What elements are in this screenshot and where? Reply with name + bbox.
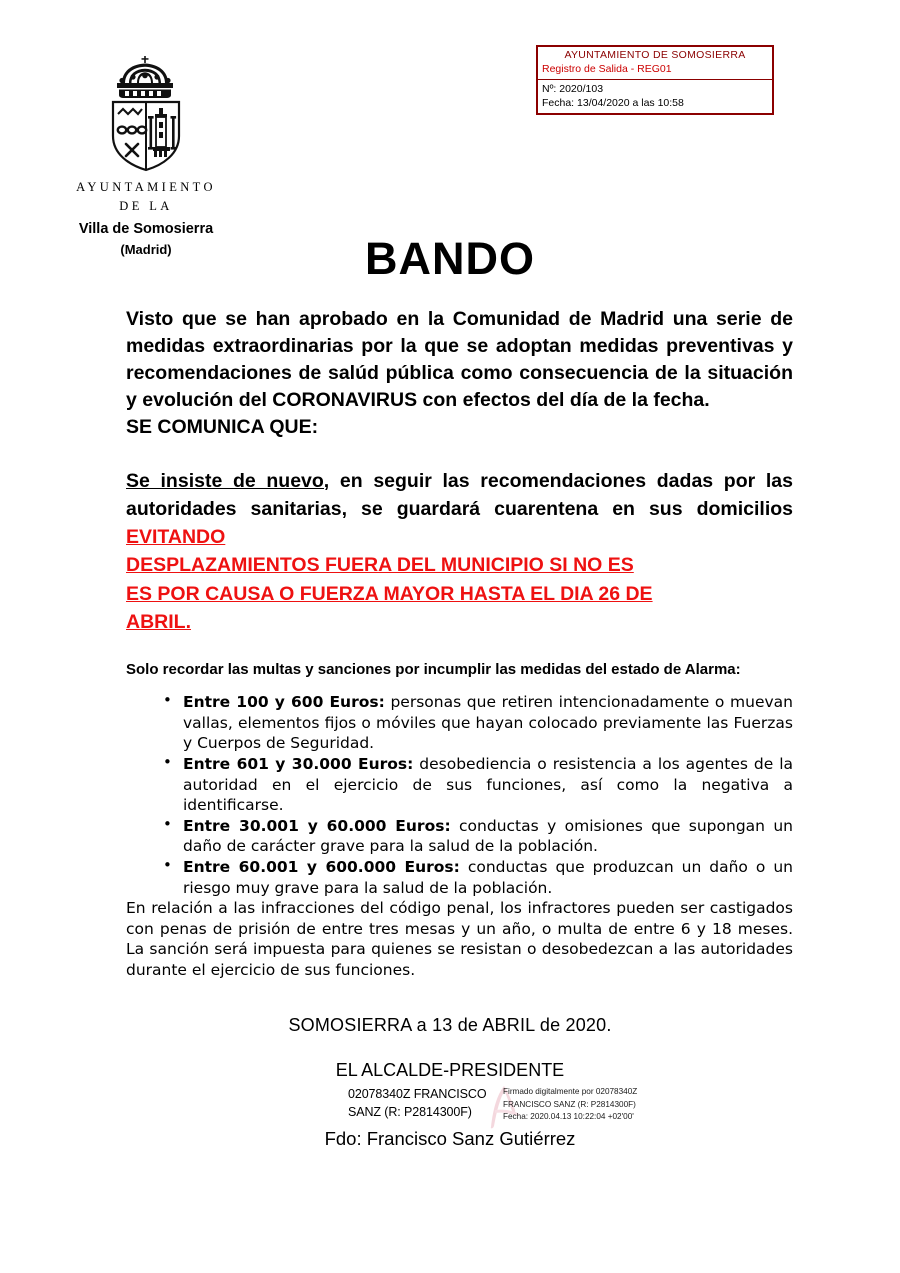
fine-amount: Entre 601 y 30.000 Euros: <box>183 754 414 773</box>
signer-id-line-1: 02078340Z FRANCISCO <box>348 1087 487 1101</box>
fine-amount: Entre 60.001 y 600.000 Euros: <box>183 857 460 876</box>
signature-meta-line-3: Fecha: 2020.04.13 10:22:04 +02'00' <box>503 1112 634 1122</box>
document-body <box>126 306 793 981</box>
red-emphasis-line-2: DESPLAZAMIENTOS FUERA DEL MUNICIPIO SI NO ES <box>126 554 634 577</box>
signature-meta-line-1: Firmado digitalmente por 02078340Z <box>503 1087 638 1096</box>
penal-code-paragraph: En relación a las infracciones del código penal, los infractores pueden ser castigados con penas de prisión de entre tres mesas y un año, o multa de entre 6 y 18 meses. La sanción será impuesta para quienes se resistan o desobedezcan a las autoridades durante el ejercicio de sus funciones. <box>126 899 793 979</box>
insist-underlined-lead: Se insiste de nuevo, <box>126 469 330 492</box>
registration-stamp <box>536 45 774 115</box>
registration-stamp-subtitle: Registro de Salida - REG01 <box>542 63 672 76</box>
registration-stamp-header <box>538 47 772 80</box>
signature-meta-line-2: FRANCISCO SANZ (R: P2814300F) <box>503 1099 636 1109</box>
fine-description: personas que retiren intencionadamente o muevan vallas, elementos fijos o móviles que hayan colocado previamente las Fuerzas y Cuerpos de Seguridad. <box>183 693 793 753</box>
registration-number: Nº: 2020/103 <box>542 82 604 95</box>
red-emphasis-inline: EVITANDO <box>126 526 226 549</box>
red-emphasis-line-4: ABRIL. <box>126 610 191 633</box>
coat-of-arms-icon <box>91 52 201 174</box>
announcement-line: SE COMUNICA QUE: <box>126 415 319 438</box>
fine-description: conductas que produzcan un daño o un riesgo muy grave para la salud de la población. <box>183 857 793 897</box>
letterhead-line-1: AYUNTAMIENTO <box>76 180 216 194</box>
intro-paragraph: Visto que se han aprobado en la Comunidad de Madrid una serie de medidas extraordinarias por la que se adoptan medidas preventivas y recomendaciones de salúd pública como consecuencia de la situación y evolución del CORONAVIRUS con efectos del día de la fecha. <box>126 308 793 411</box>
red-emphasis-line-3: ES POR CAUSA O FUERZA MAYOR HASTA EL DIA 26 DE <box>126 582 653 605</box>
place-and-date: SOMOSIERRA a 13 de ABRIL de 2020. <box>288 1015 612 1035</box>
fines-list <box>126 692 793 898</box>
fines-intro: Solo recordar las multas y sanciones por incumplir las medidas del estado de Alarma: <box>126 661 741 679</box>
fine-amount: Entre 100 y 600 Euros: <box>183 693 385 712</box>
registration-stamp-title: AYUNTAMIENTO DE SOMOSIERRA <box>564 49 746 61</box>
fine-description: conductas y omisiones que supongan un daño de carácter grave para la salud de la población. <box>183 816 794 856</box>
registration-date: Fecha: 13/04/2020 a las 10:58 <box>542 97 684 110</box>
registration-stamp-body <box>538 80 772 113</box>
signer-role: EL ALCALDE-PRESIDENTE <box>335 1060 565 1080</box>
document-title: BANDO <box>365 233 535 284</box>
fine-amount: Entre 30.001 y 60.000 Euros: <box>183 816 451 835</box>
letterhead-line-2: DE LA <box>119 199 173 214</box>
signer-certificate-id <box>348 1085 493 1121</box>
insist-rest-text: en seguir las recomendaciones dadas por las autoridades sanitarias, se guardará cuarentena en sus domicilios <box>126 469 793 520</box>
list-item <box>126 692 793 754</box>
letterhead <box>20 52 272 259</box>
letterhead-municipality: Villa de Somosierra <box>78 220 214 237</box>
fine-description: desobediencia o resistencia a los agentes de la autoridad en el ejercicio de sus funciones, así como la negativa a identificarse. <box>183 754 793 815</box>
letterhead-province: (Madrid) <box>120 241 172 257</box>
signature-metadata <box>503 1086 683 1124</box>
signature-name: Fdo: Francisco Sanz Gutiérrez <box>324 1128 576 1149</box>
list-item <box>126 857 793 898</box>
digital-signature-block <box>348 1085 678 1133</box>
list-item <box>126 816 793 857</box>
insist-paragraph <box>126 467 793 552</box>
list-item <box>126 754 793 816</box>
signer-id-line-2: SANZ (R: P2814300F) <box>348 1105 472 1120</box>
